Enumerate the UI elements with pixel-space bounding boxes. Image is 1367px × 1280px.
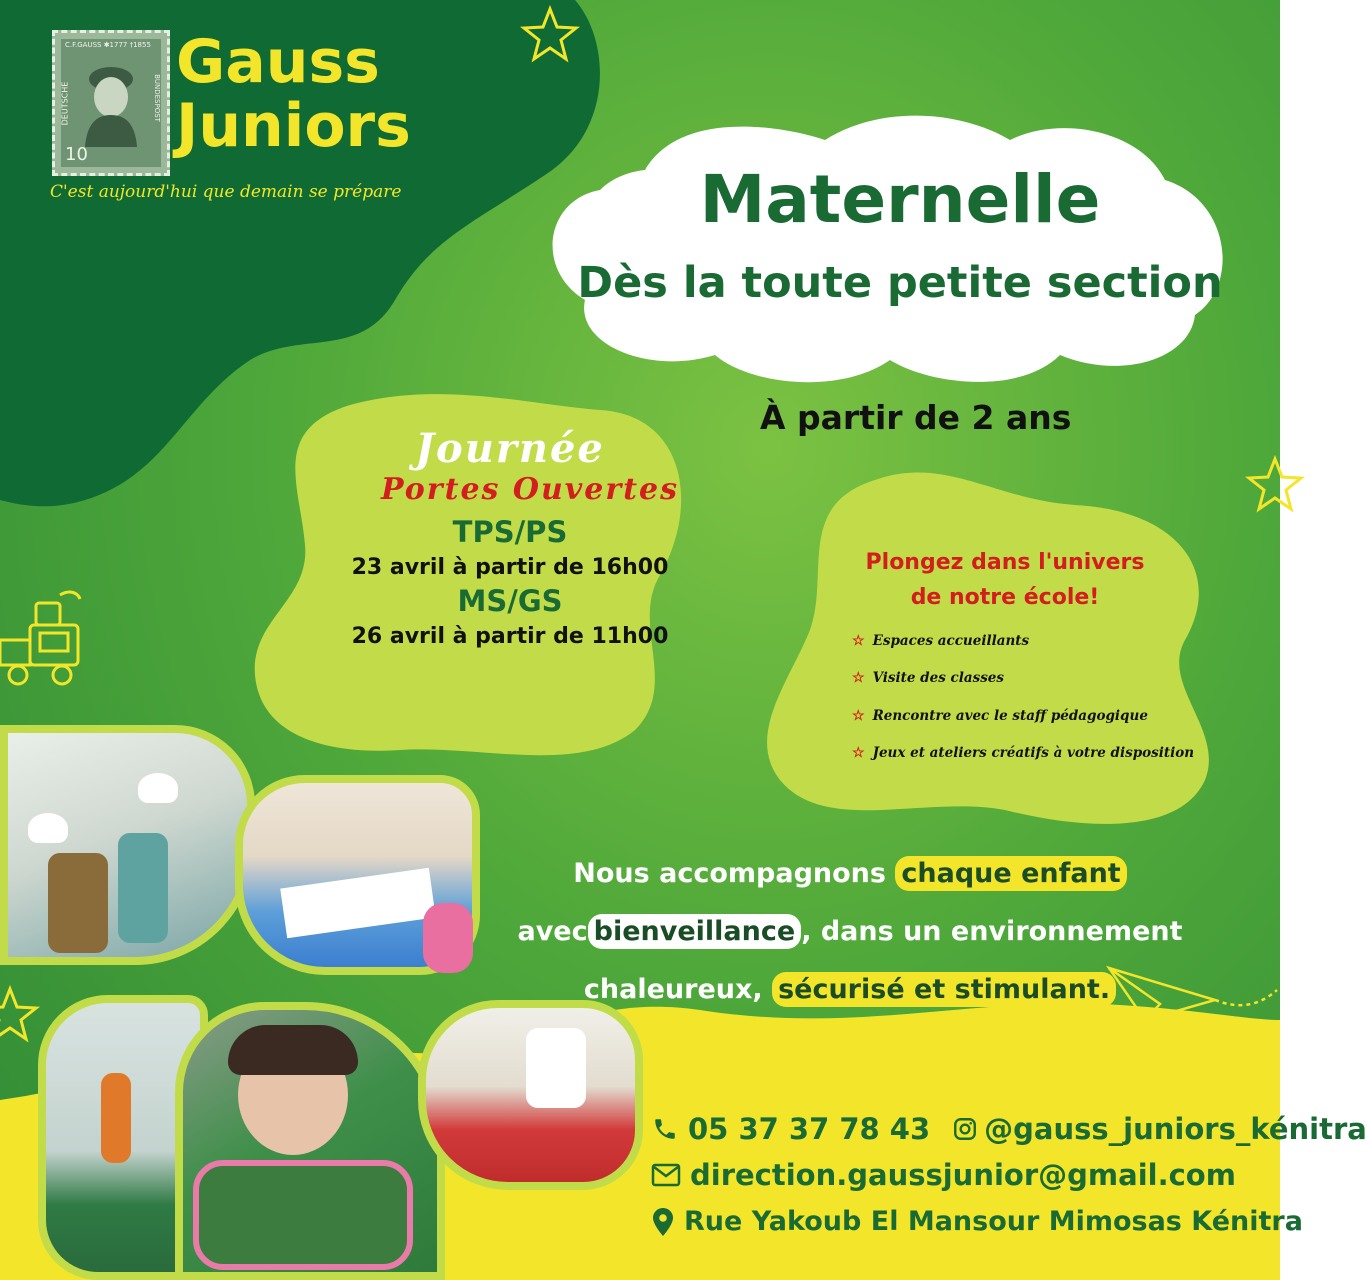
- feature-label: Visite des classes: [872, 670, 1004, 687]
- phone-icon: [652, 1116, 678, 1142]
- mission-text: chaleureux,: [583, 974, 773, 1005]
- mission-highlight: sécurisé et stimulant.: [772, 972, 1116, 1007]
- contact-email-row: [652, 1158, 1236, 1192]
- brand-line-1: Gauss: [176, 27, 380, 97]
- star-bullet-icon: ☆: [852, 745, 865, 762]
- page-title: Maternelle: [699, 161, 1101, 238]
- feature-label: Jeux et ateliers créatifs à votre disposition: [872, 745, 1195, 762]
- mail-icon: [652, 1164, 680, 1186]
- location-pin-icon: [652, 1207, 674, 1237]
- photo-painting-class: [235, 775, 480, 975]
- open-day-title: Journée: [415, 425, 605, 472]
- star-bullet-icon: ☆: [852, 707, 865, 724]
- session-level: TPS/PS: [452, 515, 568, 549]
- mission-text: , dans un environnement: [801, 916, 1183, 947]
- stamp-header: C.F.GAUSS ✱1777 †1855: [65, 41, 151, 49]
- mission-highlight: chaque enfant: [895, 856, 1126, 891]
- mission-line: [470, 903, 1230, 961]
- mission-highlight: bienveillance: [588, 914, 802, 949]
- mission-text: Nous accompagnons: [573, 858, 896, 889]
- postal-address: Rue Yakoub El Mansour Mimosas Kénitra: [684, 1206, 1303, 1237]
- instagram-handle[interactable]: @gauss_juniors_kénitra: [984, 1112, 1367, 1146]
- mission-line: [470, 845, 1230, 903]
- portrait-icon: [75, 57, 147, 147]
- open-day-subtitle: Portes Ouvertes: [381, 472, 679, 507]
- train-icon: [0, 585, 90, 695]
- school-universe-heading-line-1: Plongez dans l'univers: [865, 550, 1145, 575]
- stamp-left-text: DEUTSCHE: [60, 81, 70, 126]
- photo-cooking-class: [0, 725, 255, 965]
- photo-play-room: [418, 1000, 643, 1190]
- brand-logo: [176, 27, 411, 161]
- page-subtitle: Dès la toute petite section: [577, 258, 1223, 308]
- instagram-icon: [952, 1116, 978, 1142]
- list-item: [852, 697, 1194, 735]
- session-date: 23 avril à partir de 16h00: [351, 555, 669, 580]
- star-bullet-icon: ☆: [852, 632, 865, 649]
- session-date: 26 avril à partir de 11h00: [351, 624, 669, 649]
- mission-text: avec: [517, 916, 588, 947]
- tagline: C'est aujourd'hui que demain se prépare: [50, 182, 402, 202]
- email-address[interactable]: direction.gaussjunior@gmail.com: [690, 1158, 1236, 1192]
- list-item: [852, 735, 1194, 773]
- contact-address-row: [652, 1206, 1303, 1237]
- star-icon: [520, 5, 580, 65]
- gauss-stamp: [52, 30, 170, 176]
- list-item: [852, 622, 1194, 660]
- session-level: MS/GS: [457, 584, 563, 618]
- feature-label: Rencontre avec le staff pédagogique: [872, 707, 1148, 724]
- star-bullet-icon: ☆: [852, 670, 865, 687]
- star-icon: [1245, 455, 1305, 515]
- list-item: [852, 660, 1194, 698]
- phone-number[interactable]: 05 37 37 78 43: [688, 1112, 931, 1146]
- brand-line-2: Juniors: [176, 91, 411, 161]
- headline: [560, 160, 1240, 318]
- age-requirement: À partir de 2 ans: [760, 398, 1072, 437]
- star-icon: [0, 985, 40, 1045]
- school-universe-heading-line-2: de notre école!: [910, 585, 1100, 610]
- contact-phone-row: [652, 1112, 1367, 1146]
- open-day: [300, 425, 720, 649]
- stamp-right-text: BUNDESPOST: [152, 74, 161, 122]
- photo-toddler-tunnel: [175, 1002, 445, 1280]
- stamp-value: 10: [65, 144, 88, 165]
- mission-statement: [470, 845, 1230, 1019]
- school-universe-heading: [830, 545, 1180, 615]
- feature-label: Espaces accueillants: [872, 632, 1030, 649]
- feature-list: [852, 622, 1194, 772]
